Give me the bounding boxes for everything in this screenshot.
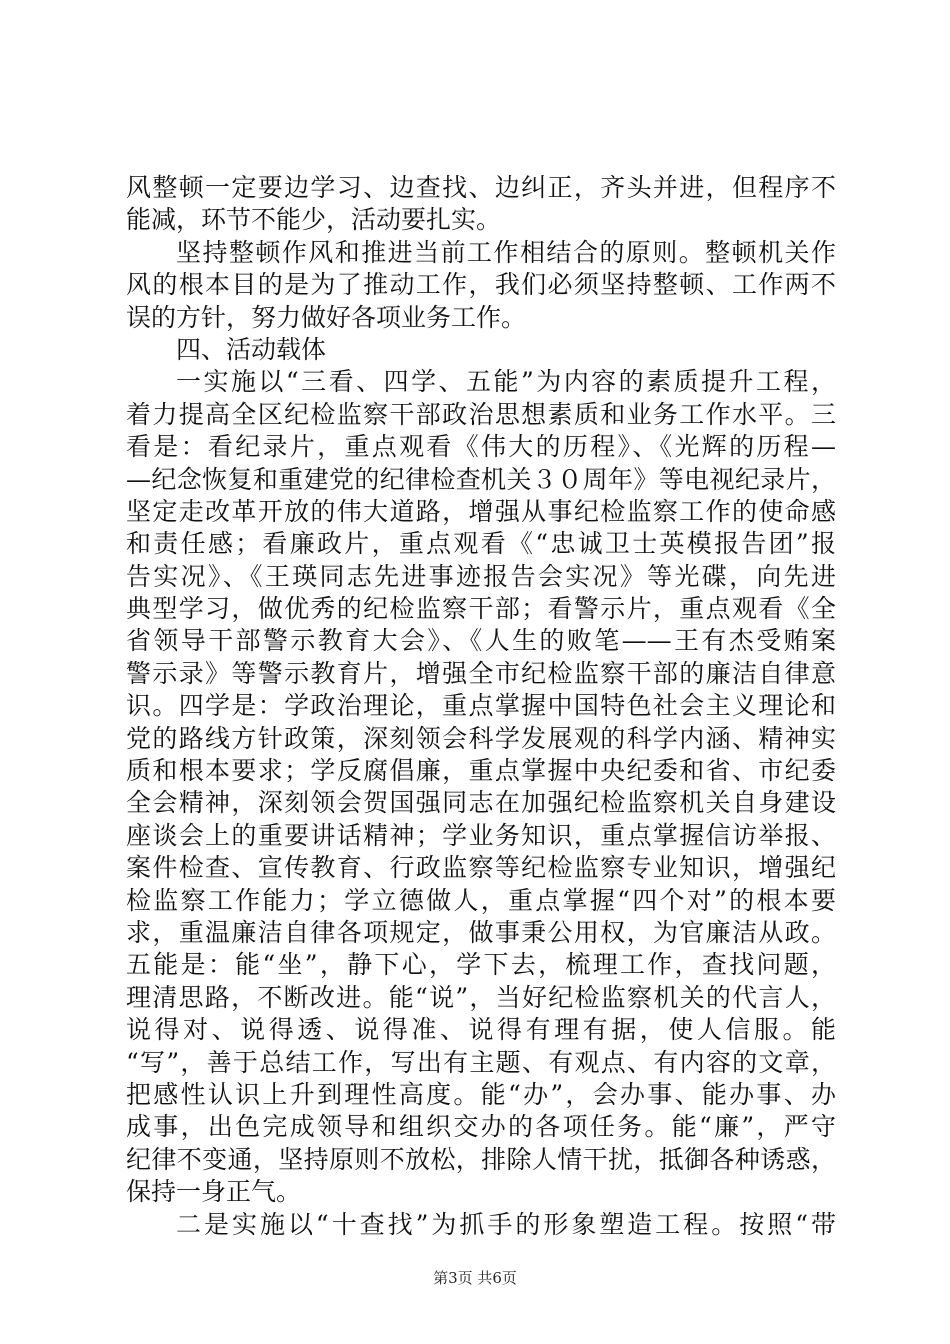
text-line: 理清思路，不断改进。能“说”，当好纪检监察机关的代言人， bbox=[126, 982, 836, 1012]
text-line: 求，重温廉洁自律各项规定，做事秉公用权，为官廉洁从政。 bbox=[126, 917, 836, 947]
text-line: 案件检查、宣传教育、行政监察等纪检监察专业知识，增强纪 bbox=[126, 853, 836, 883]
text-line: 能减，环节不能少，活动要扎实。 bbox=[126, 205, 502, 235]
text-line: 二是实施以“十查找”为抓手的形象塑造工程。按照“带 bbox=[176, 1209, 836, 1239]
text-line: 和责任感；看廉政片，重点观看《“忠诚卫士英模报告团”报 bbox=[126, 529, 836, 559]
text-line: 误的方针，努力做好各项业务工作。 bbox=[126, 302, 527, 332]
text-line: 保持一身正气。 bbox=[126, 1177, 302, 1207]
text-line: 质和根本要求；学反腐倡廉，重点掌握中央纪委和省、市纪委 bbox=[126, 756, 836, 786]
text-line: 四、活动载体 bbox=[176, 334, 327, 364]
text-line: 五能是：能“坐”，静下心，学下去，梳理工作，查找问题， bbox=[126, 950, 836, 980]
text-line: 警示录》等警示教育片，增强全市纪检监察干部的廉洁自律意 bbox=[126, 658, 836, 688]
text-line: “写”，善于总结工作，写出有主题、有观点、有内容的文章， bbox=[126, 1047, 836, 1077]
text-line: 座谈会上的重要讲话精神；学业务知识，重点掌握信访举报、 bbox=[126, 820, 836, 850]
text-line: 坚定走改革开放的伟大道路，增强从事纪检监察工作的使命感 bbox=[126, 496, 836, 526]
text-line: 识。四学是：学政治理论，重点掌握中国特色社会主义理论和 bbox=[126, 691, 836, 721]
text-line: 成事，出色完成领导和组织交办的各项任务。能“廉”，严守 bbox=[126, 1112, 836, 1142]
text-line: 着力提高全区纪检监察干部政治思想素质和业务工作水平。三 bbox=[126, 399, 836, 429]
text-line: 纪律不变通，坚持原则不放松，排除人情干扰，抵御各种诱惑， bbox=[126, 1144, 836, 1174]
text-line: 把感性认识上升到理性高度。能“办”，会办事、能办事、办 bbox=[126, 1079, 836, 1109]
text-line: 说得对、说得透、说得准、说得有理有据，使人信服。能 bbox=[126, 1015, 836, 1045]
page-footer bbox=[0, 1267, 950, 1288]
text-line: 告实况》、《王瑛同志先进事迹报告会实况》等光碟，向先进 bbox=[126, 561, 836, 591]
text-line: 检监察工作能力；学立德做人，重点掌握“四个对”的根本要 bbox=[126, 885, 836, 915]
text-line: 风整顿一定要边学习、边查找、边纠正，齐头并进，但程序不 bbox=[126, 173, 836, 202]
text-line: —纪念恢复和重建党的纪律检查机关３０周年》等电视纪录片， bbox=[126, 464, 836, 494]
text-line: 看是：看纪录片，重点观看《伟大的历程》、《光辉的历程— bbox=[126, 432, 836, 462]
text-line: 风的根本目的是为了推动工作，我们必须坚持整顿、工作两不 bbox=[126, 270, 836, 300]
text-line: 典型学习，做优秀的纪检监察干部；看警示片，重点观看《全 bbox=[126, 594, 836, 624]
page-indicator: 第3页 共6页 bbox=[433, 1269, 517, 1287]
text-line: 一实施以“三看、四学、五能”为内容的素质提升工程， bbox=[176, 367, 836, 397]
text-line: 党的路线方针政策，深刻领会科学发展观的科学内涵、精神实 bbox=[126, 723, 836, 753]
text-line: 全会精神，深刻领会贺国强同志在加强纪检监察机关自身建设 bbox=[126, 788, 836, 818]
text-line: 坚持整顿作风和推进当前工作相结合的原则。整顿机关作 bbox=[176, 237, 836, 267]
text-line: 省领导干部警示教育大会》、《人生的败笔——王有杰受贿案 bbox=[126, 626, 836, 656]
body-text bbox=[126, 172, 836, 1241]
